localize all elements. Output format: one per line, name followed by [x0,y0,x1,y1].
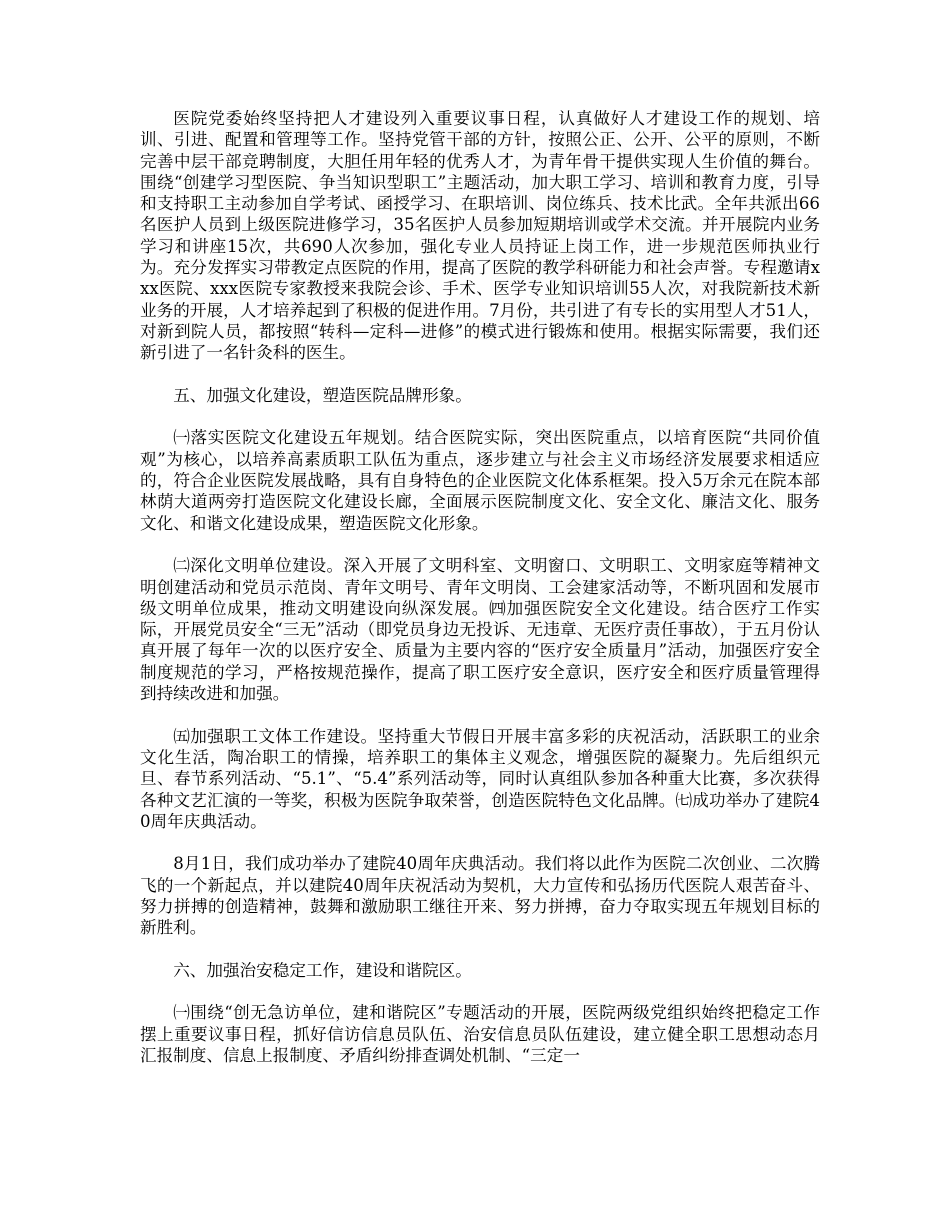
paragraph-stability-work: ㈠围绕“创无急访单位，建和谐院区”专题活动的开展，医院两级党组织始终把稳定工作摆上重要议事日程，抓好信访信息员队伍、治安信息员队伍建设，建立健全职工思想动态月汇报制度、信息上报制度、矛盾纠纷排查调处机制、“三定一 [140,1003,820,1066]
paragraph-civilization-safety: ㈡深化文明单位建设。深入开展了文明科室、文明窗口、文明职工、文明家庭等精神文明创建活动和党员示范岗、青年文明号、青年文明岗、工会建家活动等，不断巩固和发展市级文明单位成果，推动文明建设向纵深发展。㈣加强医院安全文化建设。结合医疗工作实际，开展党员安全“三无”活动（即党员身边无投诉、无违章、无医疗责任事故），于五月份认真开展了每年一次的以医疗安全、质量为主要内容的“医疗安全质量月”活动，加强医疗安全制度规范的学习，严格按规范操作，提高了职工医疗安全意识，医疗安全和医疗质量管理得到持续改进和加强。 [140,556,820,704]
section-heading-culture: 五、加强文化建设，塑造医院品牌形象。 [173,385,472,405]
document-body [140,108,820,1066]
section-heading-security: 六、加强治安稳定工作，建设和谐院区。 [173,960,472,980]
paragraph-talent-development: 医院党委始终坚持把人才建设列入重要议事日程，认真做好人才建设工作的规划、培训、引进、配置和管理等工作。坚持党管干部的方针，按照公正、公开、公平的原则，不断完善中层干部竞聘制度，大胆任用年轻的优秀人才，为青年骨干提供实现人生价值的舞台。围绕“创建学习型医院、争当知识型职工”主题活动，加大职工学习、培训和教育力度，引导和支持职工主动参加自学考试、函授学习、在职培训、岗位练兵、技术比武。全年共派出66名医护人员到上级医院进修学习，35名医护人员参加短期培训或学术交流。并开展院内业务学习和讲座15次，共690人次参加，强化专业人员持证上岗工作，进一步规范医师执业行为。充分发挥实习带教定点医院的作用，提高了医院的教学科研能力和社会声誉。专程邀请xxx医院、xxx医院专家教授来我院会诊、手术、医学专业知识培训55人次，对我院新技术新业务的开展，人才培养起到了积极的促进作用。7月份，共引进了有专长的实用型人才51人，对新到院人员，都按照“转科—定科—进修”的模式进行锻炼和使用。根据实际需要，我们还新引进了一名针灸科的医生。 [140,109,820,363]
paragraph-anniversary: 8月1日，我们成功举办了建院40周年庆典活动。我们将以此作为医院二次创业、二次腾飞的一个新起点，并以建院40周年庆祝活动为契机，大力宣传和弘扬历代医院人艰苦奋斗、努力拼搏的创造精神，鼓舞和激励职工继往开来、努力拼搏，奋力夺取实现五年规划目标的新胜利。 [140,854,820,938]
paragraph-culture-plan: ㈠落实医院文化建设五年规划。结合医院实际，突出医院重点，以培育医院“共同价值观”为核心，以培养高素质职工队伍为重点，逐步建立与社会主义市场经济发展要求相适应的，符合企业医院发展战略，具有自身特色的企业医院文化体系框架。投入5万余元在院本部林荫大道两旁打造医院文化建设长廊，全面展示医院制度文化、安全文化、廉洁文化、服务文化、和谐文化建设成果，塑造医院文化形象。 [140,428,820,533]
paragraph-staff-recreation: ㈤加强职工文体工作建设。坚持重大节假日开展丰富多彩的庆祝活动，活跃职工的业余文化生活，陶冶职工的情操，培养职工的集体主义观念，增强医院的凝聚力。先后组织元旦、春节系列活动、“5.1”、“5.4”系列活动等，同时认真组队参加各种重大比赛，多次获得各种文艺汇演的一等奖，积极为医院争取荣誉，创造医院特色文化品牌。㈦成功举办了建院40周年庆典活动。 [140,726,820,831]
